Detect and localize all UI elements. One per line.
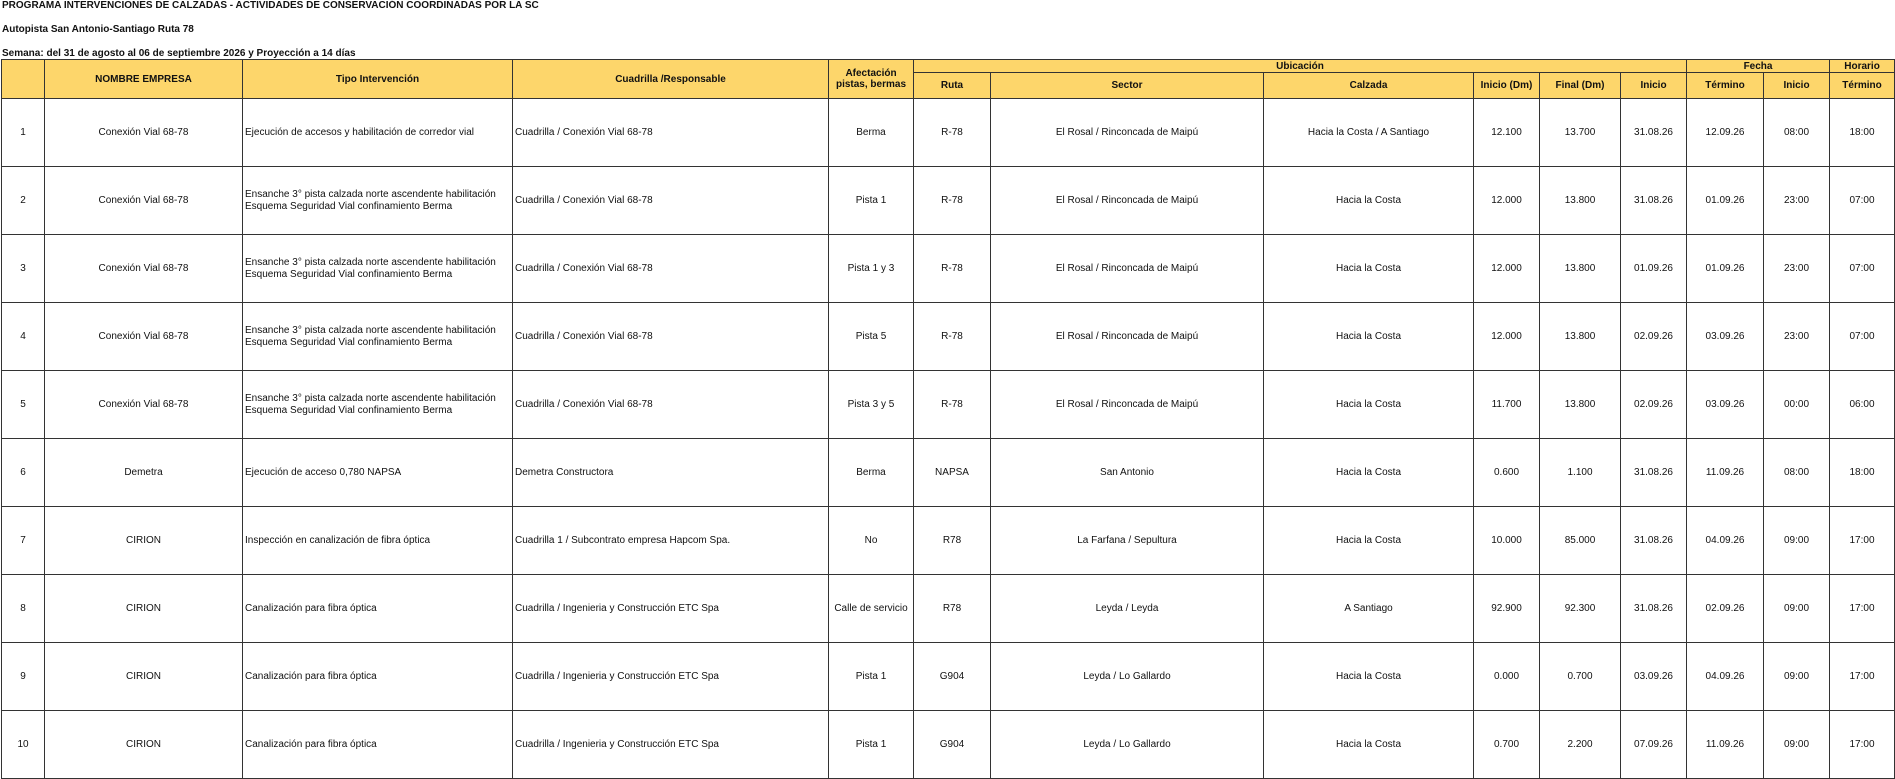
header-ubicacion: Ubicación <box>914 60 1687 73</box>
cell-inicio-dm: 12.000 <box>1474 303 1540 371</box>
cell-tipo: Ejecución de acceso 0,780 NAPSA <box>243 439 513 507</box>
cell-inicio-dm: 12.000 <box>1474 235 1540 303</box>
cell-tipo: Canalización para fibra óptica <box>243 575 513 643</box>
cell-final-dm: 13.700 <box>1540 99 1621 167</box>
cell-fecha-termino: 04.09.26 <box>1687 643 1764 711</box>
cell-fecha-inicio: 03.09.26 <box>1621 643 1687 711</box>
header-hora-termino: Término <box>1830 73 1895 99</box>
cell-inicio-dm: 12.100 <box>1474 99 1540 167</box>
cell-empresa: Demetra <box>45 439 243 507</box>
cell-hora-termino: 07:00 <box>1830 235 1895 303</box>
header-calzada: Calzada <box>1264 73 1474 99</box>
cell-final-dm: 13.800 <box>1540 303 1621 371</box>
cell-calzada: Hacia la Costa <box>1264 711 1474 779</box>
cell-calzada: Hacia la Costa <box>1264 439 1474 507</box>
cell-afectacion: Pista 1 <box>829 167 914 235</box>
cell-sector: La Farfana / Sepultura <box>991 507 1264 575</box>
row-number: 7 <box>2 507 45 575</box>
cell-cuadrilla: Cuadrilla / Ingenieria y Construcción ETC Spa <box>513 711 829 779</box>
cell-ruta: G904 <box>914 643 991 711</box>
cell-hora-inicio: 08:00 <box>1764 99 1830 167</box>
header-number <box>2 60 45 99</box>
cell-fecha-termino: 01.09.26 <box>1687 235 1764 303</box>
cell-cuadrilla: Cuadrilla / Conexión Vial 68-78 <box>513 167 829 235</box>
cell-sector: El Rosal / Rinconcada de Maipú <box>991 167 1264 235</box>
cell-ruta: G904 <box>914 711 991 779</box>
cell-fecha-termino: 01.09.26 <box>1687 167 1764 235</box>
table-row <box>2 711 1895 779</box>
cell-fecha-termino: 04.09.26 <box>1687 507 1764 575</box>
cell-tipo: Ensanche 3° pista calzada norte ascendente habilitación Esquema Seguridad Vial confinamiento Berma <box>243 371 513 439</box>
cell-sector: Leyda / Leyda <box>991 575 1264 643</box>
header-inicio-dm: Inicio (Dm) <box>1474 73 1540 99</box>
cell-ruta: R78 <box>914 575 991 643</box>
cell-calzada: Hacia la Costa <box>1264 371 1474 439</box>
cell-hora-termino: 07:00 <box>1830 303 1895 371</box>
row-number: 4 <box>2 303 45 371</box>
cell-hora-termino: 17:00 <box>1830 643 1895 711</box>
cell-afectacion: Pista 1 y 3 <box>829 235 914 303</box>
cell-fecha-inicio: 02.09.26 <box>1621 303 1687 371</box>
cell-afectacion: Pista 3 y 5 <box>829 371 914 439</box>
interventions-table <box>1 59 1895 779</box>
header-fecha-termino: Término <box>1687 73 1764 99</box>
table-row <box>2 575 1895 643</box>
header-final-dm: Final (Dm) <box>1540 73 1621 99</box>
cell-final-dm: 92.300 <box>1540 575 1621 643</box>
cell-inicio-dm: 12.000 <box>1474 167 1540 235</box>
cell-fecha-termino: 11.09.26 <box>1687 711 1764 779</box>
cell-fecha-inicio: 07.09.26 <box>1621 711 1687 779</box>
cell-hora-termino: 18:00 <box>1830 439 1895 507</box>
cell-final-dm: 13.800 <box>1540 371 1621 439</box>
row-number: 2 <box>2 167 45 235</box>
cell-fecha-termino: 11.09.26 <box>1687 439 1764 507</box>
cell-final-dm: 13.800 <box>1540 235 1621 303</box>
cell-tipo: Ensanche 3° pista calzada norte ascendente habilitación Esquema Seguridad Vial confinamiento Berma <box>243 303 513 371</box>
header-afectacion: Afectación pistas, bermas <box>829 60 914 99</box>
cell-sector: San Antonio <box>991 439 1264 507</box>
cell-inicio-dm: 0.700 <box>1474 711 1540 779</box>
cell-tipo: Inspección en canalización de fibra óptica <box>243 507 513 575</box>
header-cuadrilla: Cuadrilla /Responsable <box>513 60 829 99</box>
cell-afectacion: Pista 1 <box>829 643 914 711</box>
table-row <box>2 507 1895 575</box>
cell-tipo: Ejecución de accesos y habilitación de corredor vial <box>243 99 513 167</box>
row-number: 5 <box>2 371 45 439</box>
header-horario: Horario <box>1830 60 1895 73</box>
cell-hora-termino: 17:00 <box>1830 507 1895 575</box>
cell-empresa: CIRION <box>45 643 243 711</box>
cell-afectacion: Berma <box>829 99 914 167</box>
cell-fecha-inicio: 02.09.26 <box>1621 371 1687 439</box>
table-row <box>2 371 1895 439</box>
cell-empresa: Conexión Vial 68-78 <box>45 99 243 167</box>
row-number: 9 <box>2 643 45 711</box>
header-ruta: Ruta <box>914 73 991 99</box>
header-tipo: Tipo Intervención <box>243 60 513 99</box>
table-row <box>2 439 1895 507</box>
cell-final-dm: 2.200 <box>1540 711 1621 779</box>
cell-cuadrilla: Cuadrilla / Conexión Vial 68-78 <box>513 303 829 371</box>
cell-inicio-dm: 11.700 <box>1474 371 1540 439</box>
row-number: 1 <box>2 99 45 167</box>
cell-ruta: R-78 <box>914 99 991 167</box>
cell-sector: Leyda / Lo Gallardo <box>991 643 1264 711</box>
cell-tipo: Canalización para fibra óptica <box>243 711 513 779</box>
table-row <box>2 643 1895 711</box>
cell-calzada: Hacia la Costa <box>1264 167 1474 235</box>
header-fecha-inicio: Inicio <box>1621 73 1687 99</box>
cell-hora-inicio: 09:00 <box>1764 507 1830 575</box>
cell-ruta: R-78 <box>914 235 991 303</box>
cell-afectacion: Berma <box>829 439 914 507</box>
cell-calzada: Hacia la Costa <box>1264 303 1474 371</box>
cell-empresa: Conexión Vial 68-78 <box>45 371 243 439</box>
cell-fecha-inicio: 31.08.26 <box>1621 167 1687 235</box>
cell-final-dm: 13.800 <box>1540 167 1621 235</box>
cell-ruta: R-78 <box>914 371 991 439</box>
cell-afectacion: No <box>829 507 914 575</box>
cell-ruta: R-78 <box>914 167 991 235</box>
cell-ruta: NAPSA <box>914 439 991 507</box>
cell-hora-termino: 06:00 <box>1830 371 1895 439</box>
cell-inicio-dm: 92.900 <box>1474 575 1540 643</box>
cell-hora-inicio: 08:00 <box>1764 439 1830 507</box>
cell-tipo: Ensanche 3° pista calzada norte ascendente habilitación Esquema Seguridad Vial confinamiento Berma <box>243 167 513 235</box>
row-number: 3 <box>2 235 45 303</box>
cell-calzada: Hacia la Costa <box>1264 507 1474 575</box>
cell-calzada: Hacia la Costa <box>1264 643 1474 711</box>
cell-final-dm: 1.100 <box>1540 439 1621 507</box>
cell-afectacion: Calle de servicio <box>829 575 914 643</box>
cell-final-dm: 85.000 <box>1540 507 1621 575</box>
cell-cuadrilla: Cuadrilla / Conexión Vial 68-78 <box>513 371 829 439</box>
cell-fecha-inicio: 31.08.26 <box>1621 99 1687 167</box>
table-row <box>2 303 1895 371</box>
cell-inicio-dm: 10.000 <box>1474 507 1540 575</box>
cell-fecha-termino: 03.09.26 <box>1687 303 1764 371</box>
cell-sector: El Rosal / Rinconcada de Maipú <box>991 371 1264 439</box>
cell-hora-termino: 17:00 <box>1830 575 1895 643</box>
cell-ruta: R-78 <box>914 303 991 371</box>
cell-sector: El Rosal / Rinconcada de Maipú <box>991 303 1264 371</box>
cell-fecha-inicio: 31.08.26 <box>1621 439 1687 507</box>
cell-fecha-inicio: 31.08.26 <box>1621 575 1687 643</box>
header-hora-inicio: Inicio <box>1764 73 1830 99</box>
cell-cuadrilla: Cuadrilla / Conexión Vial 68-78 <box>513 235 829 303</box>
cell-fecha-termino: 12.09.26 <box>1687 99 1764 167</box>
cell-sector: El Rosal / Rinconcada de Maipú <box>991 235 1264 303</box>
cell-hora-inicio: 23:00 <box>1764 167 1830 235</box>
cell-cuadrilla: Cuadrilla / Ingenieria y Construcción ETC Spa <box>513 643 829 711</box>
cell-hora-inicio: 23:00 <box>1764 303 1830 371</box>
header-fecha: Fecha <box>1687 60 1830 73</box>
cell-cuadrilla: Demetra Constructora <box>513 439 829 507</box>
table-row <box>2 167 1895 235</box>
document-subtitle: Autopista San Antonio-Santiago Ruta 78 <box>2 24 194 35</box>
document-title: PROGRAMA INTERVENCIONES DE CALZADAS - ACTIVIDADES DE CONSERVACIÓN COORDINADAS POR LA SC <box>2 0 539 11</box>
cell-hora-termino: 07:00 <box>1830 167 1895 235</box>
cell-empresa: CIRION <box>45 507 243 575</box>
cell-fecha-termino: 02.09.26 <box>1687 575 1764 643</box>
cell-tipo: Canalización para fibra óptica <box>243 643 513 711</box>
cell-empresa: Conexión Vial 68-78 <box>45 303 243 371</box>
cell-empresa: Conexión Vial 68-78 <box>45 235 243 303</box>
cell-final-dm: 0.700 <box>1540 643 1621 711</box>
cell-hora-inicio: 09:00 <box>1764 643 1830 711</box>
header-sector: Sector <box>991 73 1264 99</box>
cell-afectacion: Pista 1 <box>829 711 914 779</box>
cell-cuadrilla: Cuadrilla 1 / Subcontrato empresa Hapcom Spa. <box>513 507 829 575</box>
cell-empresa: CIRION <box>45 575 243 643</box>
row-number: 8 <box>2 575 45 643</box>
cell-calzada: Hacia la Costa / A Santiago <box>1264 99 1474 167</box>
table-row <box>2 99 1895 167</box>
cell-fecha-inicio: 01.09.26 <box>1621 235 1687 303</box>
cell-cuadrilla: Cuadrilla / Conexión Vial 68-78 <box>513 99 829 167</box>
cell-hora-inicio: 23:00 <box>1764 235 1830 303</box>
cell-calzada: Hacia la Costa <box>1264 235 1474 303</box>
row-number: 10 <box>2 711 45 779</box>
cell-fecha-termino: 03.09.26 <box>1687 371 1764 439</box>
cell-fecha-inicio: 31.08.26 <box>1621 507 1687 575</box>
cell-hora-termino: 17:00 <box>1830 711 1895 779</box>
cell-hora-termino: 18:00 <box>1830 99 1895 167</box>
row-number: 6 <box>2 439 45 507</box>
cell-cuadrilla: Cuadrilla / Ingenieria y Construcción ETC Spa <box>513 575 829 643</box>
cell-empresa: Conexión Vial 68-78 <box>45 167 243 235</box>
cell-sector: Leyda / Lo Gallardo <box>991 711 1264 779</box>
cell-inicio-dm: 0.000 <box>1474 643 1540 711</box>
cell-empresa: CIRION <box>45 711 243 779</box>
header-empresa: NOMBRE EMPRESA <box>45 60 243 99</box>
week-range: Semana: del 31 de agosto al 06 de septiembre 2026 y Proyección a 14 días <box>2 48 356 59</box>
cell-hora-inicio: 00:00 <box>1764 371 1830 439</box>
cell-ruta: R78 <box>914 507 991 575</box>
cell-inicio-dm: 0.600 <box>1474 439 1540 507</box>
cell-calzada: A Santiago <box>1264 575 1474 643</box>
table-row <box>2 235 1895 303</box>
cell-hora-inicio: 09:00 <box>1764 575 1830 643</box>
cell-hora-inicio: 09:00 <box>1764 711 1830 779</box>
cell-tipo: Ensanche 3° pista calzada norte ascendente habilitación Esquema Seguridad Vial confinamiento Berma <box>243 235 513 303</box>
cell-afectacion: Pista 5 <box>829 303 914 371</box>
cell-sector: El Rosal / Rinconcada de Maipú <box>991 99 1264 167</box>
